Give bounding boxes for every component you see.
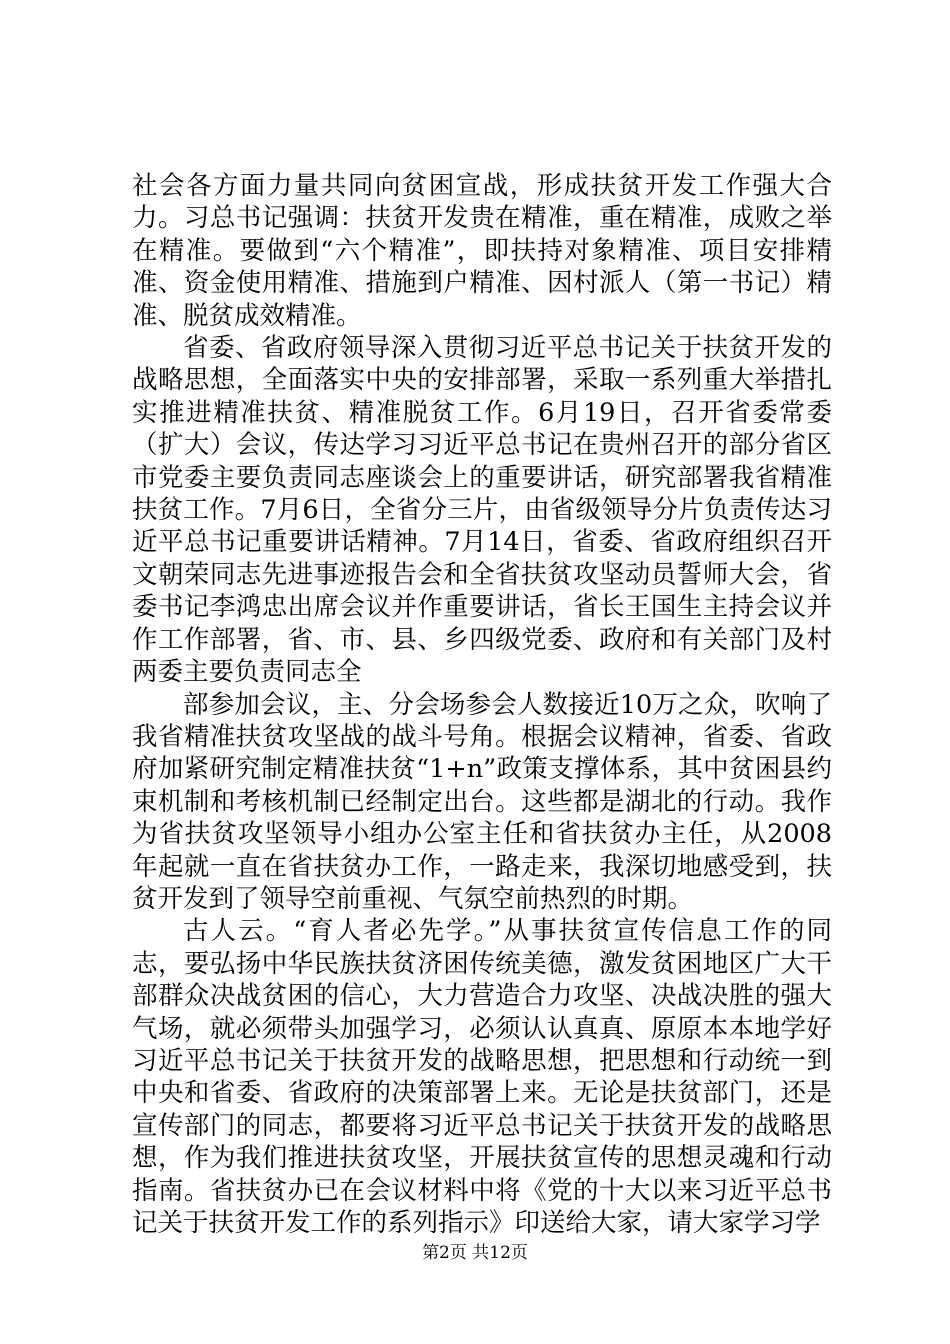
- paragraph-3: 部参加会议，主、分会场参会人数接近10万之众，吹响了我省精准扶贫攻坚战的战斗号角。根据会议精神，省委、省政府加紧研究制定精准扶贫“1+n”政策支撑体系，其中贫困县约束机制和考核机制已经制定出台。这些都是湖北的行动。我作为省扶贫攻坚领导小组办公室主任和省扶贫办主任，从2008年起就一直在省扶贫办工作，一路走来，我深切地感受到，扶贫开发到了领导空前重视、气氛空前热烈的时期。: [132, 689, 832, 914]
- paragraph-1: 社会各方面力量共同向贫困宣战，形成扶贫开发工作强大合力。习总书记强调：扶贫开发贵在精准，重在精准，成败之举在精准。要做到“六个精准”，即扶持对象精准、项目安排精准、资金使用精准、措施到户精准、因村派人（第一书记）精准、脱贫成效精准。: [132, 171, 832, 331]
- paragraph-4: 古人云。“育人者必先学。”从事扶贫宣传信息工作的同志，要弘扬中华民族扶贫济困传统美德，激发贫困地区广大干部群众决战贫困的信心，大力营造合力攻坚、决战决胜的强大气场，就必须带头加强学习，必须认认真真、原原本本地学好习近平总书记关于扶贫开发的战略思想，把思想和行动统一到中央和省委、省政府的决策部署上来。无论是扶贫部门，还是宣传部门的同志，都要将习近平总书记关于扶贫开发的战略思想，作为我们推进扶贫攻坚，开展扶贫宣传的思想灵魂和行动指南。省扶贫办已在会议材料中将《党的十大以来习近平总书记关于扶贫开发工作的系列指示》印送给大家，请大家学习学: [132, 916, 832, 1238]
- page-footer: 第2页 共12页: [422, 1243, 528, 1263]
- document-body: [132, 170, 832, 1239]
- paragraph-2: 省委、省政府领导深入贯彻习近平总书记关于扶贫开发的战略思想，全面落实中央的安排部署，采取一系列重大举措扎实推进精准扶贫、精准脱贫工作。6月19日，召开省委常委（扩大）会议，传达学习习近平总书记在贵州召开的部分省区市党委主要负责同志座谈会上的重要讲话，研究部署我省精准扶贫工作。7月6日，全省分三片，由省级领导分片负责传达习近平总书记重要讲话精神。7月14日，省委、省政府组织召开文朝荣同志先进事迹报告会和全省扶贫攻坚动员誓师大会，省委书记李鸿忠出席会议并作重要讲话，省长王国生主持会议并作工作部署，省、市、县、乡四级党委、政府和有关部门及村两委主要负责同志全: [132, 333, 832, 688]
